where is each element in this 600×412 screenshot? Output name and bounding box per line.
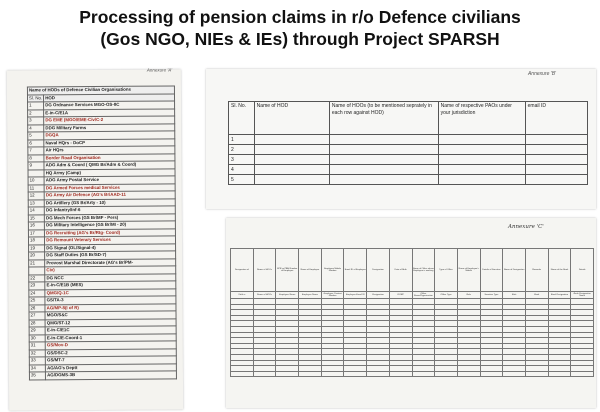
- hoo-pao-cell: [438, 175, 525, 185]
- hod-name: GS/MT-7: [46, 356, 177, 364]
- employee-details-cell: [389, 371, 412, 377]
- hod-name: DG Signal (OL/Signal-4): [45, 243, 176, 251]
- hod-name: DG Recruiting (AG's Br/Rtg- Coord): [45, 228, 176, 236]
- hod-sl-no: 14: [28, 207, 44, 215]
- hod-name: GS/Mov-D: [45, 341, 176, 349]
- hod-name: Civ): [45, 266, 176, 274]
- hoo-pao-header-cell: email ID: [525, 102, 587, 135]
- hod-sl-no: 4: [28, 124, 44, 132]
- hoo-pao-row: [229, 135, 588, 145]
- hoo-pao-sl-no: 4: [229, 165, 255, 175]
- employee-details-header-cell: Employee Mobile Number: [321, 249, 344, 292]
- hoo-pao-header-cell: Sl. No.: [229, 102, 255, 135]
- employee-details-cell: [457, 371, 480, 377]
- hod-sl-no: 26: [29, 304, 45, 312]
- hod-name: DG Mech Forces (GS Br/MF - Pers): [45, 213, 176, 221]
- hod-name: QMG/Q-1C: [45, 288, 176, 296]
- annexure-b-label: Annexure 'B': [527, 71, 556, 77]
- title-line-1: Processing of pension claims in r/o Defence civilians: [79, 7, 521, 27]
- employee-details-header-row: [231, 249, 594, 292]
- annexure-a-label: Annexure 'A': [146, 67, 173, 73]
- hod-name: ADG Adm & Coord ( QMG Br/Adm & Coord): [44, 161, 175, 169]
- hod-name: DG Armed Forces medical Services: [44, 183, 175, 191]
- hoo-pao-cell: [525, 175, 587, 185]
- hoo-pao-cell: [438, 155, 525, 165]
- hod-sl-no: 9: [28, 162, 44, 170]
- hod-sl-no: 27: [29, 312, 45, 320]
- hoo-pao-sl-no: 3: [229, 155, 255, 165]
- hoo-pao-cell: [329, 135, 438, 145]
- employee-details-header-cell: Name of Employee's Mobile: [457, 249, 480, 292]
- hod-sl-no: [28, 169, 44, 177]
- hoo-pao-cell: [329, 145, 438, 155]
- hod-name: E-in-C/E1A: [44, 108, 175, 116]
- hoo-pao-cell: [438, 165, 525, 175]
- employee-details-header-cell: Email ID of Employee: [344, 249, 367, 292]
- hoo-pao-table: [228, 101, 588, 185]
- hod-sl-no: 30: [29, 334, 45, 342]
- employee-details-cell: [480, 371, 503, 377]
- employee-details-subheader-cell: Role: [503, 292, 526, 299]
- hod-sl-no: 31: [29, 342, 45, 350]
- hoo-pao-cell: [329, 175, 438, 185]
- hod-sl-no: 33: [29, 357, 45, 365]
- employee-details-subheader-cell: Name of HOOs: [253, 292, 276, 299]
- employee-details-header-cell: Name of Office where Employee is working: [412, 249, 435, 292]
- annexure-c-sheet: [226, 218, 596, 408]
- employee-details-row: [231, 371, 594, 377]
- employee-details-header-cell: Name of HOOs: [253, 249, 276, 292]
- employee-details-cell: [253, 371, 276, 377]
- hod-name: DG Army Air Defence (AG's Br/AAD-11: [44, 191, 175, 199]
- hoo-pao-cell: [525, 165, 587, 175]
- hod-sl-no: 24: [29, 289, 45, 297]
- employee-details-cell: [571, 371, 594, 377]
- hoo-pao-sl-no: 2: [229, 145, 255, 155]
- hod-sl-no: 17: [28, 229, 44, 237]
- hod-name: E-in-C/E1B (MES): [45, 281, 176, 289]
- employee-details-table: [230, 248, 594, 377]
- employee-details-subheader-cell: Employee Name: [276, 292, 299, 299]
- hod-name: DG EME (MGO/EME-Civ/C-2: [44, 116, 175, 124]
- hoo-pao-cell: [525, 135, 587, 145]
- hod-sl-no: 34: [29, 364, 45, 372]
- hoo-pao-cell: [254, 155, 329, 165]
- hoo-pao-cell: [329, 165, 438, 175]
- hoo-pao-row: [229, 165, 588, 175]
- hoo-pao-header-cell: Name of respective PAOs under your jurisdiction: [438, 102, 525, 135]
- hod-name: HQ Army (Camp): [44, 168, 175, 176]
- hoo-pao-header-row: [229, 102, 588, 135]
- employee-details-header-cell: Type of Office: [435, 249, 458, 292]
- annexure-c-label: Annexure 'C': [508, 224, 544, 230]
- hod-sl-no: 15: [28, 214, 44, 222]
- col-sl-no: Sl. No.: [28, 94, 43, 101]
- employee-details-cell: [503, 371, 526, 377]
- hod-sl-no: 28: [29, 319, 45, 327]
- employee-details-header-cell: Name of the Bank: [548, 249, 571, 292]
- employee-details-cell: [435, 371, 458, 377]
- hod-name: DG Ordnance Services MGO-OS-8C: [44, 101, 175, 109]
- hod-sl-no: 1: [28, 102, 44, 110]
- hod-name: GS/TA-3: [45, 296, 176, 304]
- hod-sl-no: 6: [28, 139, 44, 147]
- hod-name: MGO/S&C: [45, 311, 176, 319]
- hod-row: [29, 371, 176, 380]
- hod-name: DG Military Intelligence (GS Br/MI - 20): [45, 221, 176, 229]
- employee-details-subheader-cell: Employee Name: [299, 292, 322, 299]
- hoo-pao-cell: [254, 165, 329, 175]
- employee-details-cell: [412, 371, 435, 377]
- employee-details-subheader-row: [231, 292, 594, 299]
- annexure-b-sheet: [206, 69, 596, 209]
- hod-sl-no: 11: [28, 184, 44, 192]
- hoo-pao-sl-no: 5: [229, 175, 255, 185]
- employee-details-subheader-cell: Bank Designation Name: [571, 292, 594, 299]
- employee-details-cell: [321, 371, 344, 377]
- hod-sl-no: 32: [29, 349, 45, 357]
- hoo-pao-sl-no: 1: [229, 135, 255, 145]
- hod-name: DG Remount Veterary Services: [45, 236, 176, 244]
- hod-sl-no: 23: [29, 282, 45, 290]
- hoo-pao-cell: [254, 145, 329, 155]
- hod-sl-no: 16: [28, 222, 44, 230]
- employee-details-subheader-cell: Role: [457, 292, 480, 299]
- hoo-pao-cell: [254, 135, 329, 145]
- hod-sl-no: 5: [28, 132, 44, 140]
- hod-sl-no: 8: [28, 154, 44, 162]
- hod-sl-no: 21: [29, 259, 45, 267]
- hoo-pao-cell: [438, 145, 525, 155]
- hod-name: E-in-C/E-Coord-1: [45, 333, 176, 341]
- employee-details-header-cell: Name of Employee: [299, 249, 322, 292]
- employee-details-cell: [548, 371, 571, 377]
- hod-sl-no: 19: [29, 244, 45, 252]
- title-line-2: (Gos NGO, NIEs & IEs) through Project SPARSH: [100, 29, 500, 49]
- hod-sl-no: 35: [29, 372, 45, 380]
- employee-details-subheader-cell: Employee Email ID: [344, 292, 367, 299]
- hoo-pao-header-cell: Name of HOOs (to be mentioned seprately in each row against HOD): [329, 102, 438, 135]
- hod-name: Provost Marshal Directorate (AG's Br/PM-: [45, 258, 176, 266]
- hod-sl-no: 20: [29, 252, 45, 260]
- hoo-pao-row: [229, 155, 588, 165]
- employee-details-cell: [276, 371, 299, 377]
- employee-details-subheader-cell: Employee Contact Number: [321, 292, 344, 299]
- hod-sl-no: 10: [28, 177, 44, 185]
- hod-sl-no: 7: [28, 147, 44, 155]
- hod-name: DG Staff Duties (GS Br/SD-7): [45, 251, 176, 259]
- hoo-pao-cell: [329, 155, 438, 165]
- employee-details-header-cell: Designation of: [231, 249, 254, 292]
- employee-details-cell: [525, 371, 548, 377]
- hoo-pao-cell: [438, 135, 525, 145]
- hoo-pao-cell: [254, 175, 329, 185]
- hod-sl-no: [29, 267, 45, 275]
- hod-name: DG Artillery (GS Br/Arty - 10): [44, 198, 175, 206]
- hoo-pao-cell: [525, 155, 587, 165]
- hod-list-table: [27, 85, 177, 380]
- hod-sl-no: 25: [29, 297, 45, 305]
- hoo-pao-header-cell: Name of HOD: [254, 102, 329, 135]
- employee-details-cell: [299, 371, 322, 377]
- hod-name: AG/AG's Deptt: [46, 363, 177, 371]
- hod-name: Border Road Organisation: [44, 153, 175, 161]
- hod-sl-no: 12: [28, 192, 44, 200]
- hod-name: DGQA: [44, 131, 175, 139]
- hod-sl-no: 18: [28, 237, 44, 245]
- hod-name: DDG Military Farms: [44, 123, 175, 131]
- hod-name: Naval HQrs - DoCP: [44, 138, 175, 146]
- annexure-a-sheet: [7, 69, 183, 410]
- employee-details-cell: [231, 371, 254, 377]
- hod-name: AG/DGMS-3B: [46, 371, 177, 379]
- hod-sl-no: 13: [28, 199, 44, 207]
- employee-details-cell: [344, 371, 367, 377]
- employee-details-cell: [367, 371, 390, 377]
- hod-name: DG NCC: [45, 273, 176, 281]
- col-hod: HOD: [44, 93, 175, 101]
- employee-details-header-cell: Details of Sanction: [480, 249, 503, 292]
- hod-name: ADG Army Postal Service: [44, 176, 175, 184]
- employee-details-header-cell: Date of Birth: [389, 249, 412, 292]
- hod-name: E-in-C/E1C: [45, 326, 176, 334]
- hod-name: GS/DSC-2: [45, 348, 176, 356]
- hod-sl-no: 29: [29, 327, 45, 335]
- hoo-pao-row: [229, 175, 588, 185]
- employee-details-header-cell: Designation: [367, 249, 390, 292]
- employee-details-subheader-cell: Sanction Type: [480, 292, 503, 299]
- page-title: [0, 6, 600, 50]
- hod-name: DG Infantry/Inf-6: [44, 206, 175, 214]
- employee-details-header-cell: Details: [571, 249, 594, 292]
- hoo-pao-row: [229, 145, 588, 155]
- employee-details-subheader-cell: Bank: [525, 292, 548, 299]
- hod-name: Air HQrs: [44, 146, 175, 154]
- hod-name: AG/MP-8(I of R): [45, 303, 176, 311]
- hoo-pao-cell: [525, 145, 587, 155]
- employee-details-subheader-cell: Table e: [231, 292, 254, 299]
- employee-details-subheader-cell: Designation: [367, 292, 390, 299]
- employee-details-header-cell: SPR or PAN Number of Employee: [276, 249, 299, 292]
- hod-sl-no: 22: [29, 274, 45, 282]
- employee-details-subheader-cell: Office Name/Organisation: [413, 292, 433, 297]
- employee-details-header-cell: Remarks: [525, 249, 548, 292]
- employee-details-subheader-cell: Bank Designation: [548, 292, 571, 299]
- employee-details-subheader-cell: Office Type: [435, 292, 458, 299]
- hod-sl-no: 2: [28, 109, 44, 117]
- hod-name: QMG/ST-12: [45, 318, 176, 326]
- employee-details-subheader-cell: DOBP: [389, 292, 412, 299]
- hod-table-title: Name of HODs of Defence Civilian Organisations: [27, 86, 174, 95]
- hod-sl-no: 3: [28, 117, 44, 125]
- employee-details-header-cell: Name of Designation: [503, 249, 526, 292]
